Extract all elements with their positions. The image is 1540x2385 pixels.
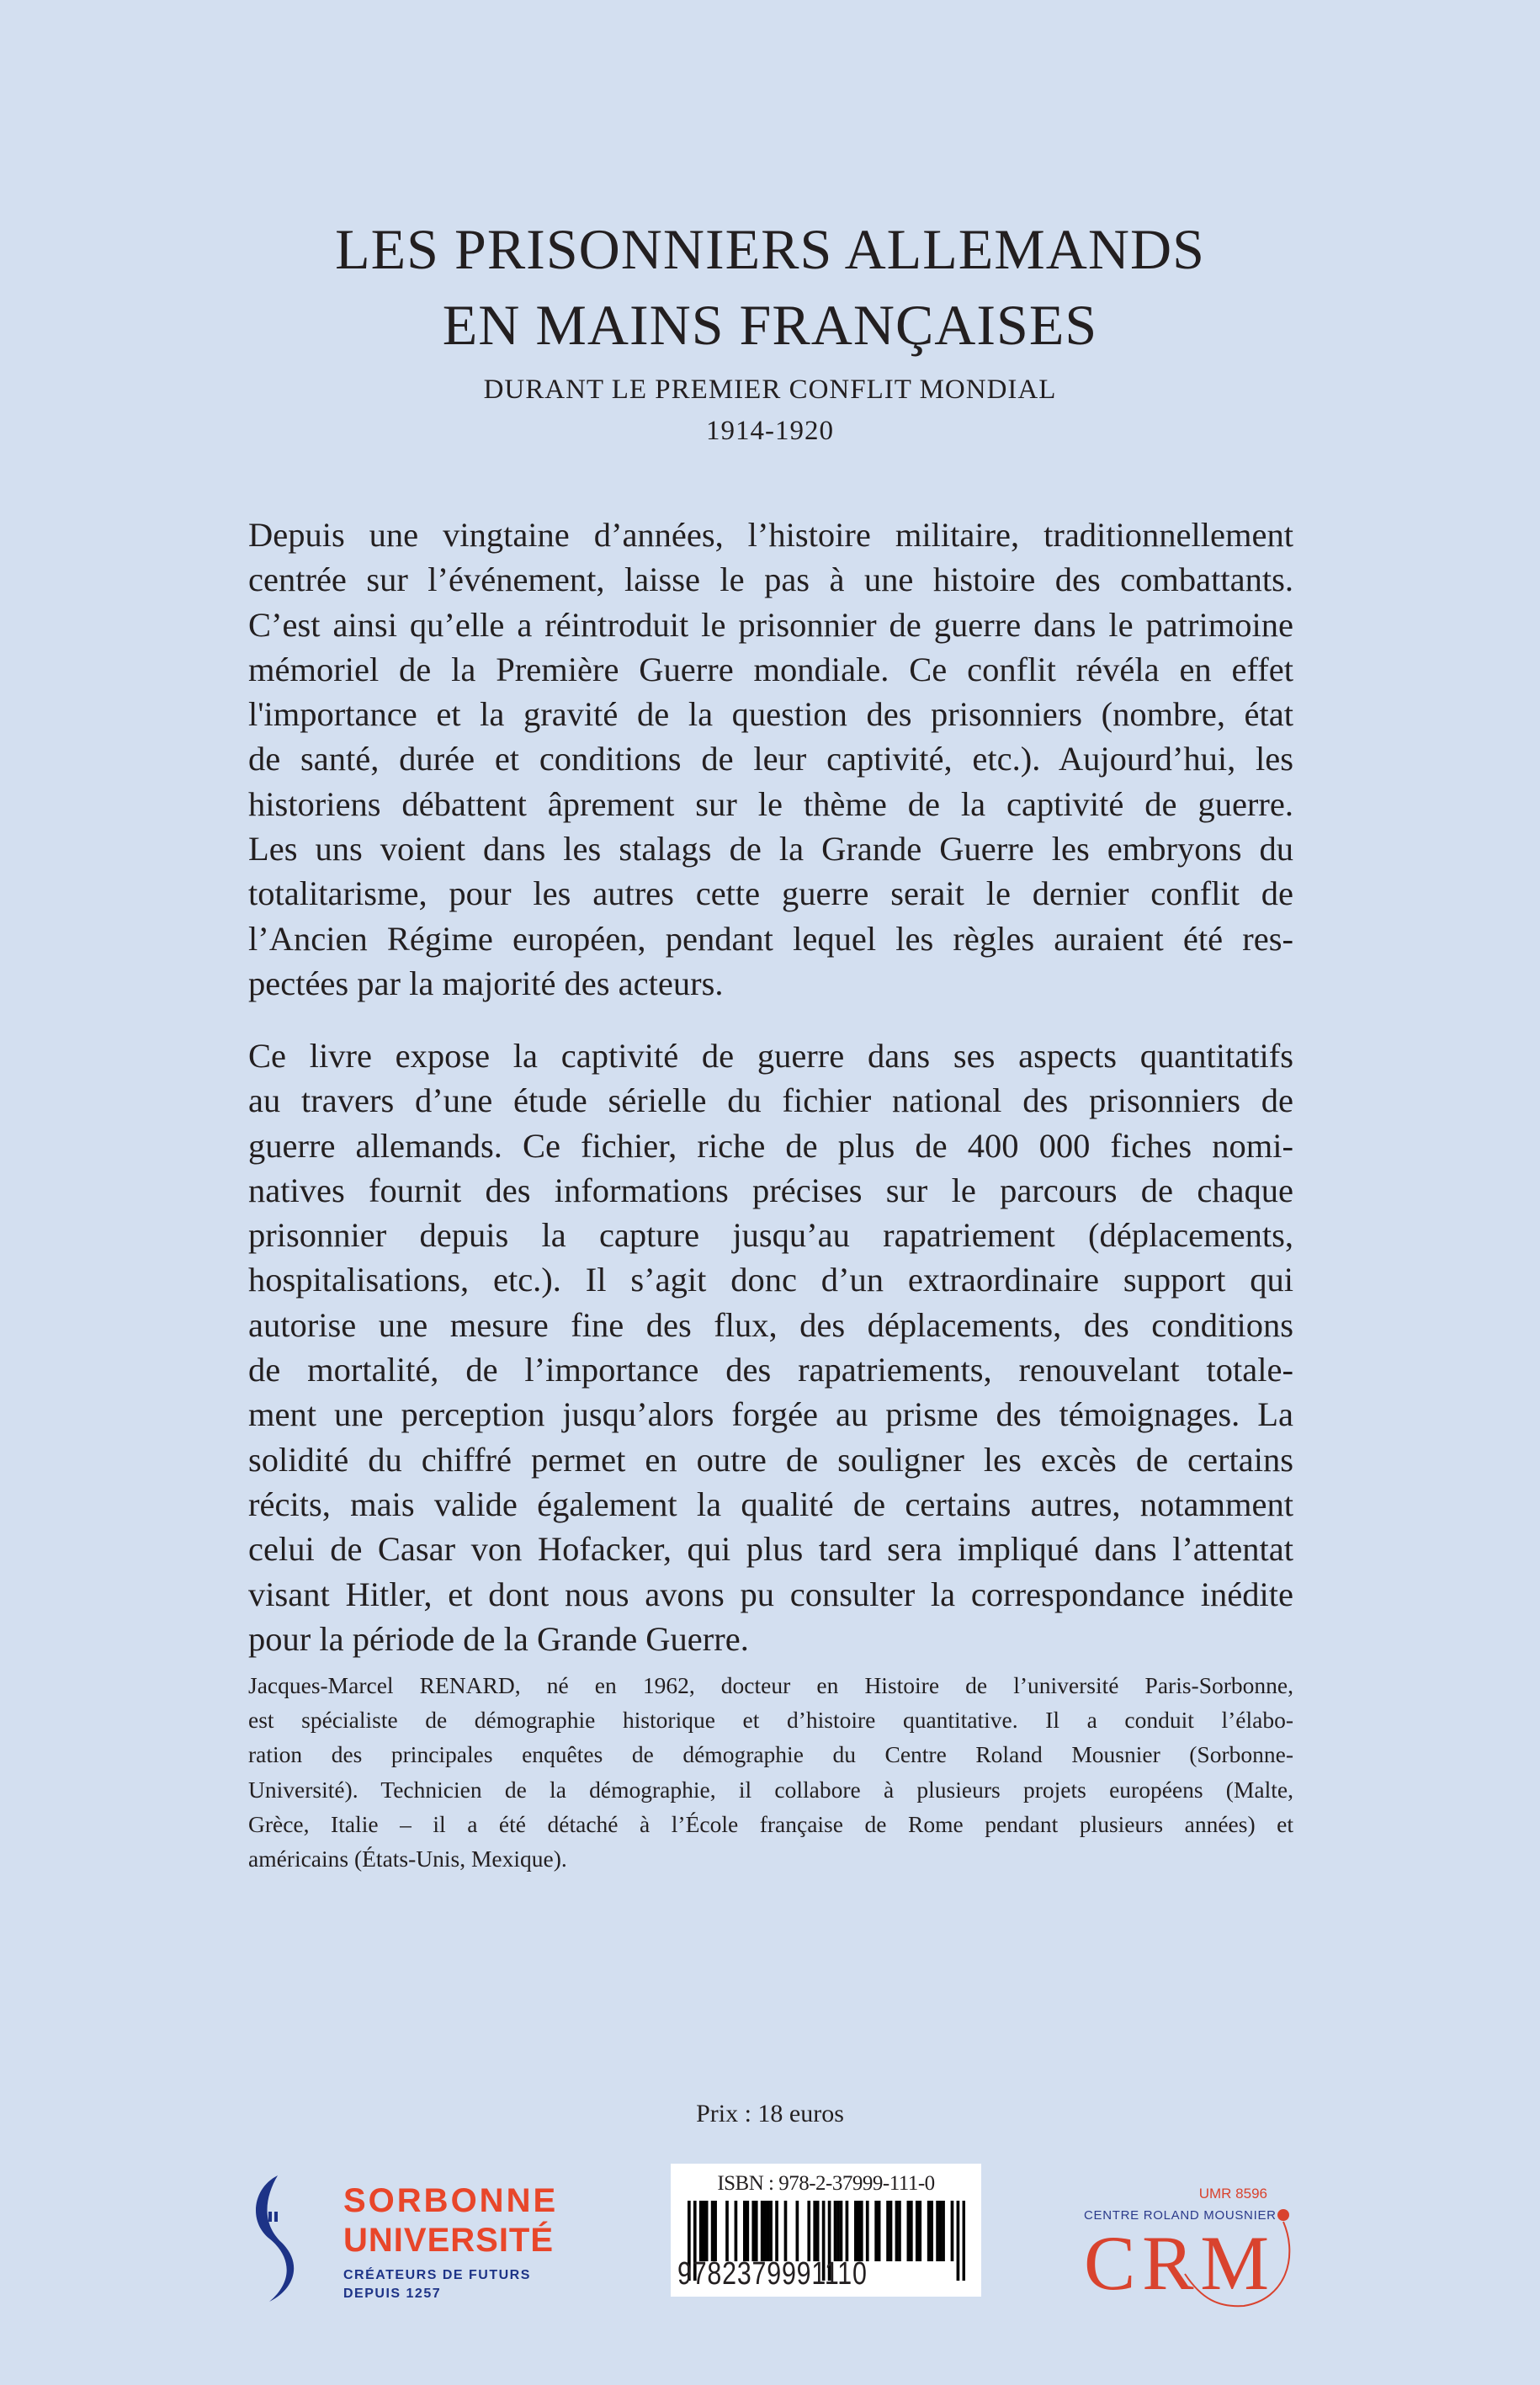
barcode-bar [889,2201,893,2261]
barcode-bar [751,2201,755,2261]
text-line: l’Ancien Régime européen, pendant lequel les règles auraient été res- [248,919,1293,958]
barcode-bar [711,2201,714,2261]
barcode-bar [939,2201,943,2261]
barcode-bar [907,2201,911,2261]
barcode-bar [918,2201,921,2261]
barcode-bar [699,2201,703,2261]
text-line: prisonnier depuis la capture jusqu’au rapatriement (déplacements, [248,1216,1293,1255]
text-line: Les uns voient dans les stalags de la Grande Guerre les embryons du [248,830,1293,868]
book-title-line1: LES PRISONNIERS ALLEMANDS [335,217,1205,281]
barcode-bar [705,2201,709,2261]
ean-digits: 9782379991110 [677,2256,868,2292]
barcode-bar [767,2201,770,2261]
text-line: celui de Casar von Hofacker, qui plus tard sera impliqué dans l’attentat [248,1530,1293,1569]
barcode-bar [725,2201,729,2261]
barcode-bar [963,2201,965,2281]
text-line: historiens débattent âprement sur le thème de la captivité de guerre. [248,784,1293,823]
barcode-bar [957,2201,960,2281]
barcode-bar [910,2201,913,2261]
text-line: l'importance et la gravité de la question des prisonniers (nombre, état [248,695,1293,734]
book-years: 1914-1920 [706,416,834,446]
barcode-bar [735,2201,738,2261]
text-line: Grèce, Italie – il a été détaché à l’École française de Rome pendant plusieurs années) et [248,1810,1293,1837]
crm-logo [1084,2181,1303,2308]
barcode-bar [930,2201,933,2261]
text-line: Université). Technicien de la démographie, il collabore à plusieurs projets européens (Malte, [248,1776,1293,1803]
barcode-bar [886,2201,889,2261]
author-bio [248,1668,1293,1876]
text-line: pectées par la majorité des acteurs. [248,964,724,1002]
barcode-bar [878,2201,881,2261]
barcode-bar [761,2201,764,2261]
book-title-line2: EN MAINS FRANÇAISES [442,293,1098,357]
barcode-bar [857,2201,860,2261]
text-line: de santé, durée et conditions de leur captivité, etc.). Aujourd’hui, les [248,740,1293,778]
text-line: Ce livre expose la captivité de guerre dans ses aspects quantitatifs [248,1037,1293,1075]
barcode-bar [746,2201,749,2261]
sorbonne-line2: UNIVERSITÉ [343,2222,555,2259]
text-line: solidité du chiffré permet en outre de souligner les excès de certains [248,1440,1293,1479]
price: Prix : 18 euros [696,2100,844,2127]
barcode-bar [854,2201,858,2261]
crm-umr: UMR 8596 [1198,2186,1267,2202]
barcode-bar [816,2201,820,2261]
text-line: pour la période de la Grande Guerre. [248,1619,749,1658]
sorbonne-line1: SORBONNE [343,2182,559,2219]
barcode-bar [743,2201,746,2261]
barcode-bar [834,2201,837,2261]
text-line: visant Hitler, et dont nous avons pu consulter la correspondance inédite [248,1575,1293,1613]
barcode-bar [813,2201,816,2261]
barcode-bar [836,2201,840,2261]
paragraph-2 [248,1033,1293,1661]
text-line: mémoriel de la Première Guerre mondiale. Ce conflit révéla en effet [248,650,1293,688]
barcode-bar [916,2201,919,2261]
crm-name: CENTRE ROLAND MOUSNIER [1084,2208,1276,2223]
book-subtitle: DURANT LE PREMIER CONFLIT MONDIAL [483,374,1057,405]
barcode-bar [775,2201,778,2261]
sorbonne-tagline1: CRÉATEURS DE FUTURS [343,2268,531,2282]
text-line: ment une perception jusqu’alors forgée au prisme des témoignages. La [248,1395,1293,1434]
barcode-bar [769,2201,773,2261]
barcode-bar [755,2201,758,2261]
text-line: C’est ainsi qu’elle a réintroduit le prisonnier de guerre dans le patrimoine [248,605,1293,644]
barcode-bar [874,2201,878,2261]
text-line: récits, mais valide également la qualité de certains autres, notamment [248,1485,1293,1523]
text-line: est spécialiste de démographie historique et d’histoire quantitative. Il a conduit l’élabo- [248,1707,1293,1734]
paragraph-1 [248,513,1293,1006]
barcode-bar [936,2201,939,2261]
barcode-bar [895,2201,899,2261]
barcode-bar [860,2201,863,2261]
barcode-bar [702,2201,705,2261]
sorbonne-s-icon [256,2175,294,2302]
crm-mark: CRM [1084,2220,1269,2306]
barcode-bar [714,2201,717,2261]
text-line: Depuis une vingtaine d’années, l’histoire militaire, traditionnellement [248,516,1293,554]
barcode-bar [927,2201,931,2261]
barcode-bar [796,2201,799,2261]
text-line: totalitarisme, pour les autres cette guerre serait le dernier conflit de [248,874,1293,913]
text-line: natives fournit des informations précises sur le parcours de chaque [248,1171,1293,1209]
barcode-bar [807,2201,810,2261]
sorbonne-tagline2: DEPUIS 1257 [343,2287,442,2301]
barcode-bar [951,2201,954,2261]
barcode-bar [898,2201,901,2261]
text-line: américains (États-Unis, Mexique). [248,1845,567,1872]
sorbonne-universite-logo [244,2171,581,2306]
text-line: guerre allemands. Ce fichier, riche de plus de 400 000 fiches nomi- [248,1126,1293,1165]
text-line: de mortalité, de l’importance des rapatriements, renouvelant totale- [248,1351,1293,1389]
barcode-bar [840,2201,843,2261]
text-line: Jacques-Marcel RENARD, né en 1962, docteur en Histoire de l’université Paris-Sorbonne, [248,1672,1293,1698]
barcode-bar [784,2201,788,2261]
isbn-barcode [671,2164,981,2297]
text-line: ration des principales enquêtes de démographie du Centre Roland Mousnier (Sorbonne- [248,1741,1293,1768]
barcode-bar [846,2201,849,2261]
isbn-label: ISBN : 978-2-37999-111-0 [717,2172,935,2195]
text-line: centrée sur l’événement, laisse le pas à une histoire des combattants. [248,560,1293,599]
text-line: hospitalisations, etc.). Il s’agit donc d’un extraordinaire support qui [248,1261,1293,1299]
text-line: autorise une mesure fine des flux, des déplacements, des conditions [248,1305,1293,1344]
barcode-bar [866,2201,869,2261]
barcode-bar [942,2201,945,2261]
barcode-bar [763,2201,767,2261]
text-line: au travers d’une étude sérielle du fichier national des prisonniers de [248,1081,1293,1120]
